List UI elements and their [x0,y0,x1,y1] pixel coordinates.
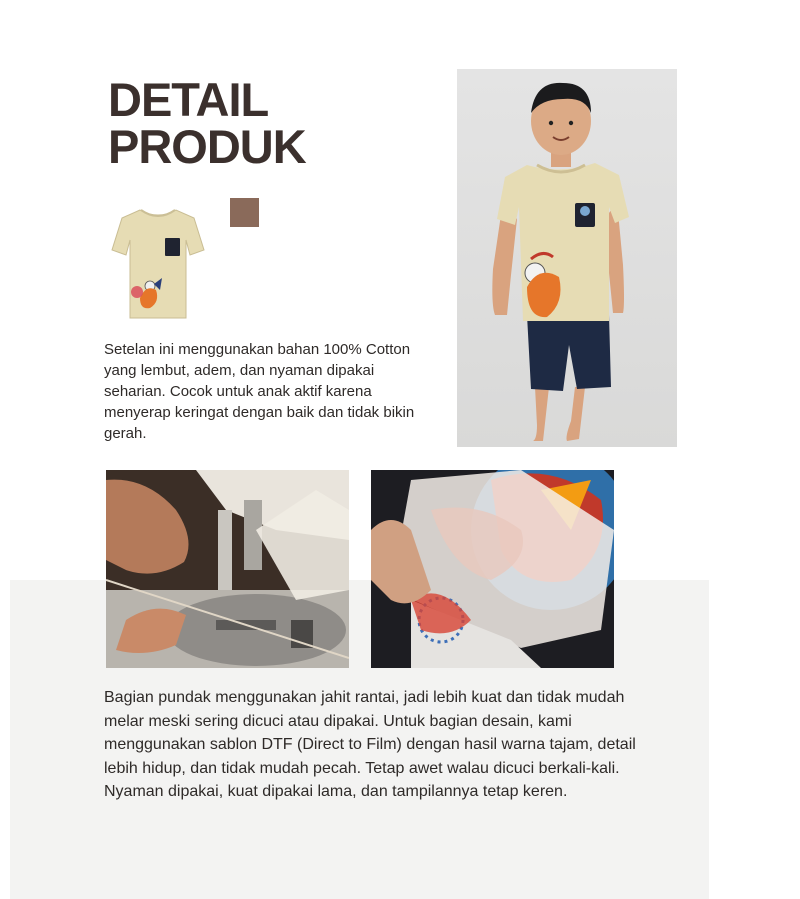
title-line-1: DETAIL [108,73,269,126]
color-swatch[interactable] [230,198,259,227]
kid-model-photo [457,69,677,447]
material-description: Setelan ini menggunakan bahan 100% Cotton yang lembut, adem, dan nyaman dipakai seharian. Cocok untuk anak aktif karena menyerap keringat dengan baik dan tidak bikin gerah. [104,341,415,442]
tshirt-product-image [110,206,206,322]
page-title [108,73,306,173]
sewing-print-description: Bagian pundak menggunakan jahit rantai, jadi lebih kuat dan tidak mudah melar meski sering dicuci atau dipakai. Untuk bagian desain, kami menggunakan sablon DTF (Direct to Film) dengan hasil warna tajam, detail lebih hidup, dan tidak mudah pecah. Tetap awet walau dicuci berkali-kali. Nyaman dipakai, kuat dipakai lama, dan tampilannya tetap keren. [104,689,636,800]
dtf-print-film-photo [371,470,614,668]
sewing-machine-photo [106,470,349,668]
title-line-2: PRODUK [108,120,306,173]
